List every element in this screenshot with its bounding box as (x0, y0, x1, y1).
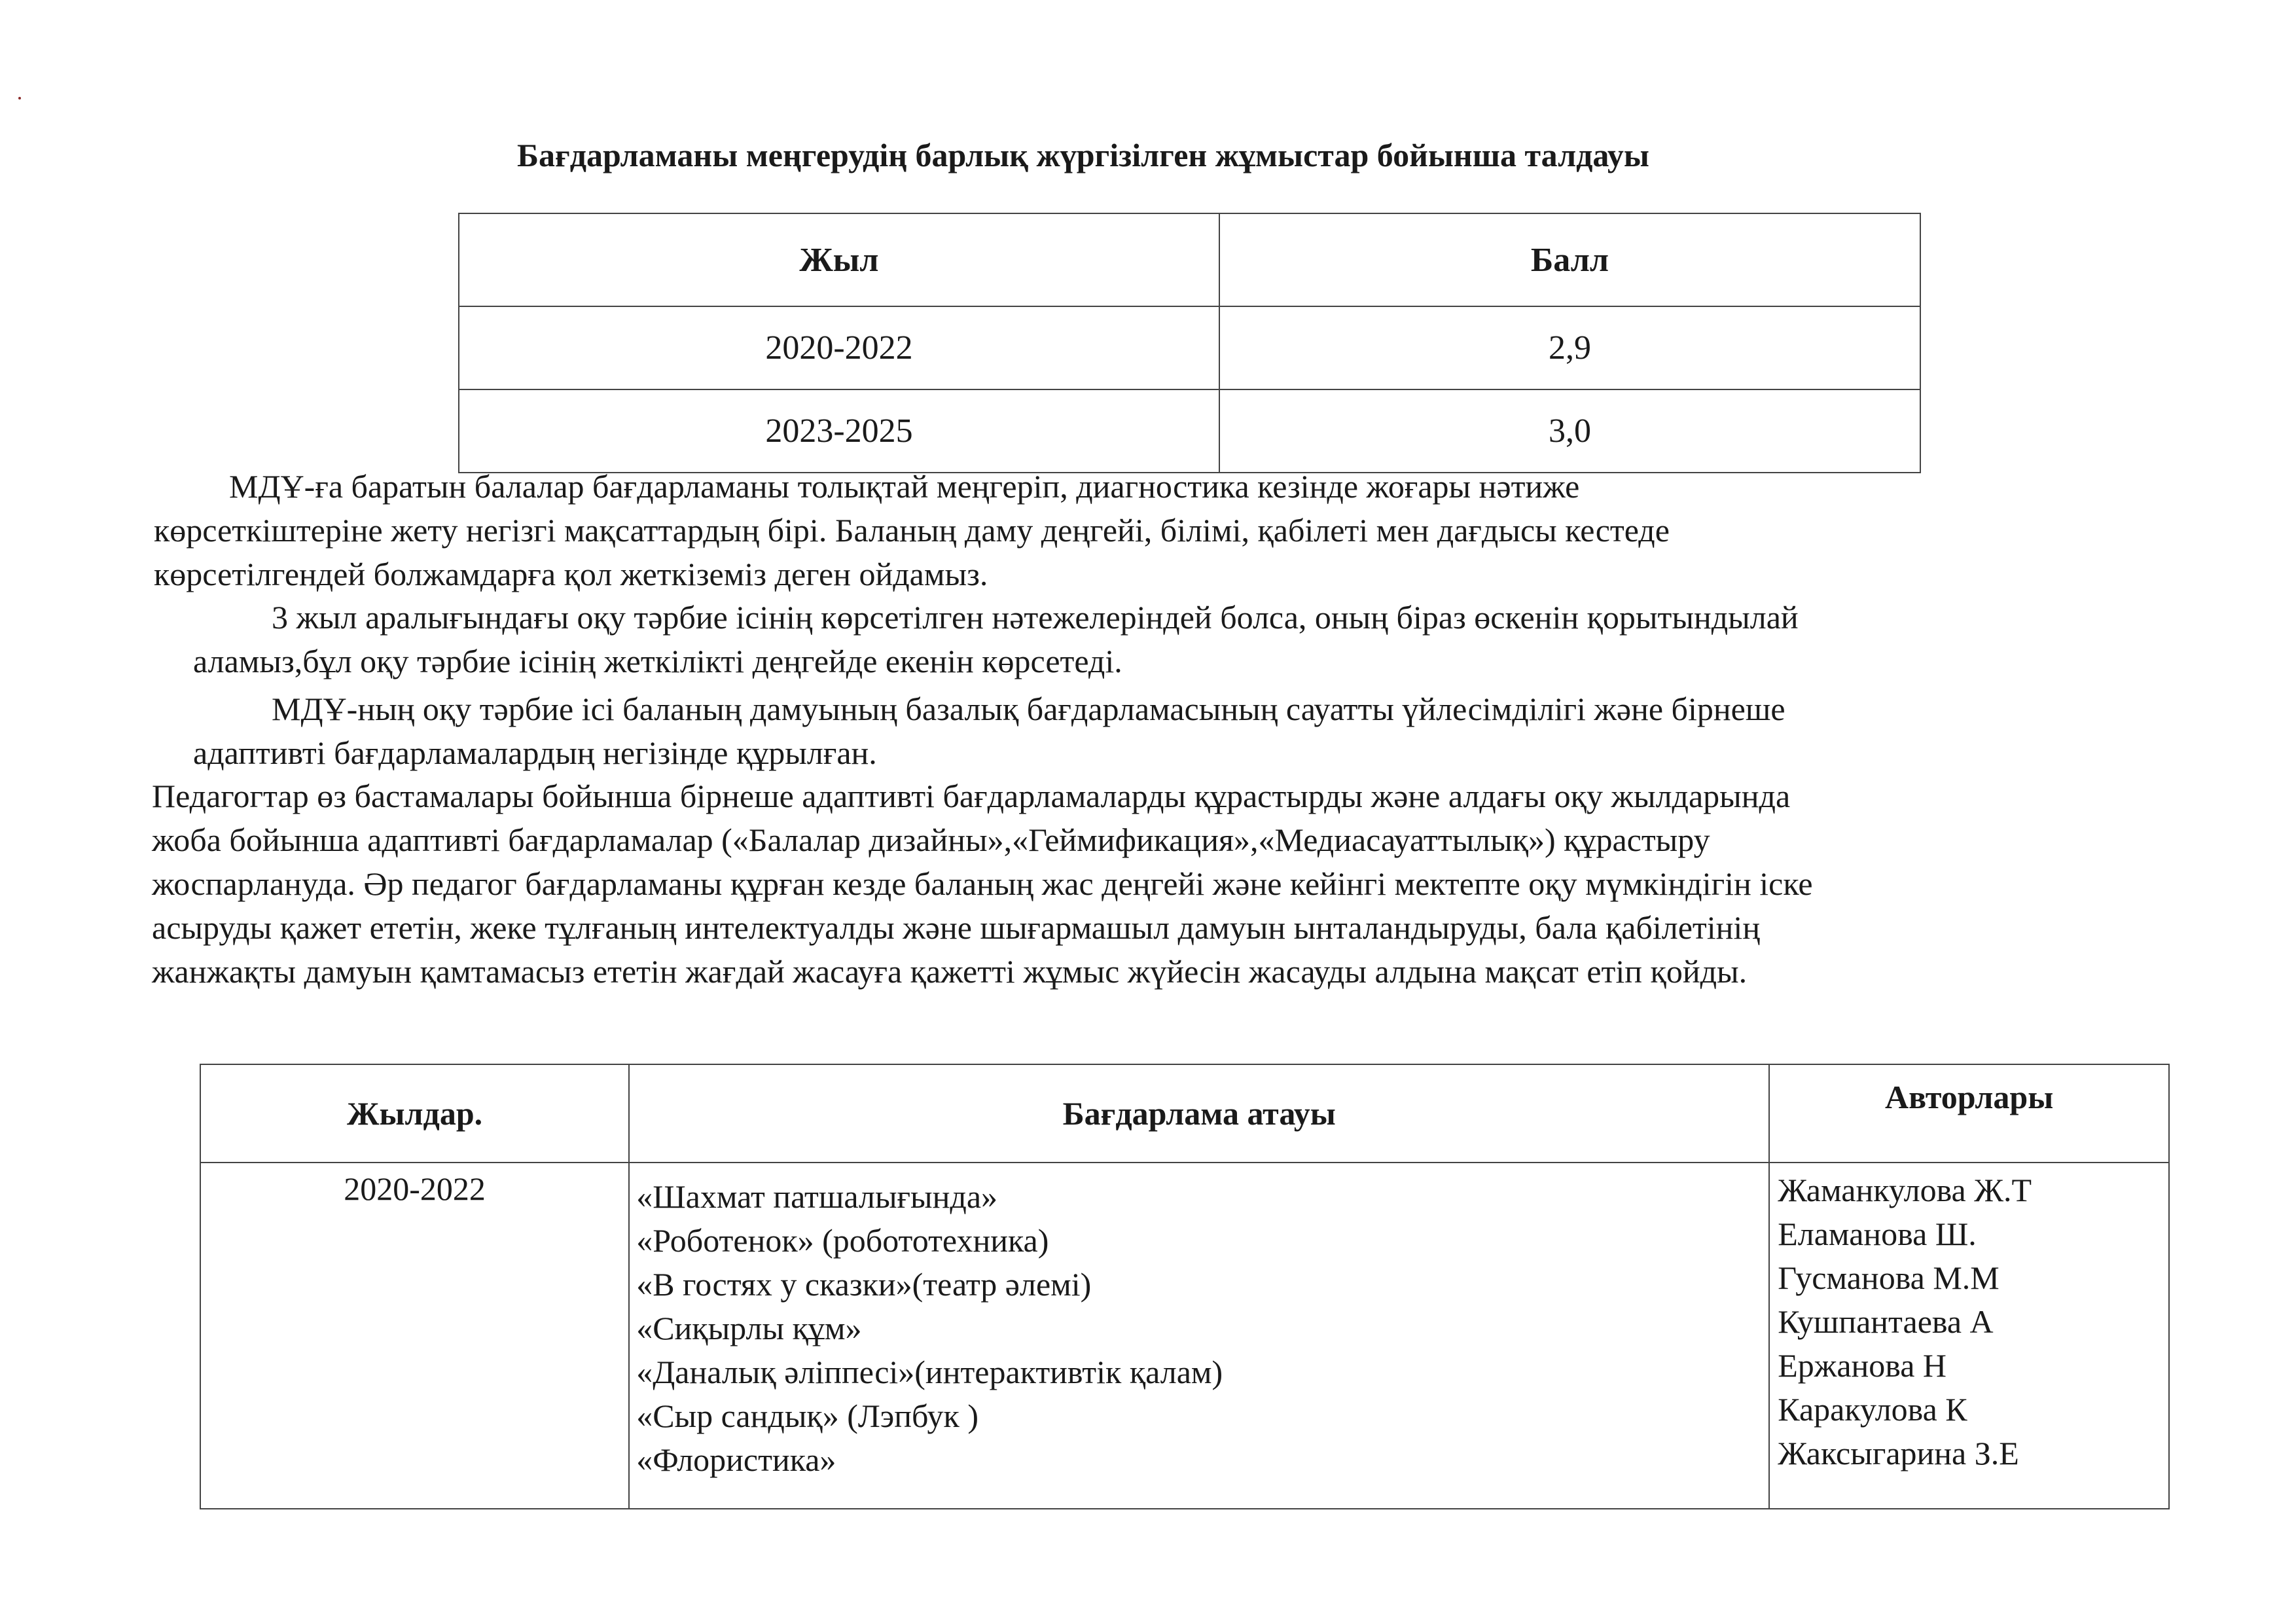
table-row (459, 389, 1920, 473)
score-table (458, 213, 1921, 473)
list-item: Жаксыгарина З.Е (1778, 1435, 2019, 1471)
list-item: Ержанова Н (1778, 1347, 1947, 1384)
paragraph-line: жоба бойынша адаптивті бағдарламалар («Балалар дизайны»,«Геймификация»,«Медиасауаттылық») құрастыру (152, 821, 1710, 858)
paragraph-line: адаптивті бағдарламалардың негізінде құрылған. (193, 734, 877, 771)
list-item: Жаманкулова Ж.Т (1778, 1172, 2032, 1208)
scan-speck (18, 97, 21, 99)
author-list (1770, 1163, 2168, 1475)
list-item: Кушпантаева А (1778, 1303, 1994, 1340)
paragraph-line: жоспарлануда. Әр педагог бағдарламаны құрған кезде баланың жас деңгейі және кейінгі мектепте оқу мүмкіндігін іске (152, 865, 1813, 902)
score-value-cell: 3,0 (1219, 389, 1920, 473)
table-row (459, 306, 1920, 389)
list-item: «Роботенок» (робототехника) (636, 1222, 1049, 1259)
list-item: Гусманова М.М (1778, 1259, 2000, 1296)
list-item: «Сыр сандық» (Лэпбук ) (636, 1398, 978, 1434)
program-header-years: Жылдар. (200, 1064, 629, 1163)
paragraph-line: Педагогтар өз бастамалары бойынша бірнеше адаптивті бағдарламаларды құрастырды және алдағы оқу жылдарында (152, 778, 1791, 814)
program-header-name: Бағдарлама атауы (629, 1064, 1769, 1163)
list-item: Каракулова К (1778, 1391, 1967, 1428)
paragraph-line: көрсеткіштеріне жету негізгі мақсаттардың бірі. Баланың даму деңгейі, білімі, қабілеті мен дағдысы кестеде (154, 512, 1670, 549)
paragraph-line: асыруды қажет ететін, жеке тұлғаның интелектуалды және шығармашыл дамуын ынталандыруды, бала қабілетінің (152, 909, 1761, 946)
score-header-year: Жыл (459, 213, 1219, 306)
paragraph-line: аламыз,бұл оқу тәрбие ісінің жеткілікті деңгейде екенін көрсетеді. (193, 643, 1122, 679)
program-list (630, 1163, 1768, 1508)
program-header-authors: Авторлары (1769, 1064, 2169, 1163)
score-year-cell: 2020-2022 (459, 306, 1219, 389)
table-row (200, 1163, 2169, 1509)
paragraph-line: жанжақты дамуын қамтамасыз ететін жағдай жасауға қажетті жұмыс жүйесін жасауды алдына мақсат етіп қойды. (152, 953, 1748, 990)
program-table-header-row (200, 1064, 2169, 1163)
program-year-cell: 2020-2022 (200, 1163, 629, 1509)
program-names-cell (629, 1163, 1769, 1509)
score-value-cell: 2,9 (1219, 306, 1920, 389)
document-title: Бағдарламаны меңгерудің барлық жүргізілген жұмыстар бойынша талдауы (517, 137, 1649, 173)
paragraph-line: МДҰ-ның оқу тәрбие ісі баланың дамуының базалық бағдарламасының сауатты үйлесімділігі және бірнеше (272, 691, 1785, 727)
paragraph-line: МДҰ-ға баратын балалар бағдарламаны толықтай меңгеріп, диагностика кезінде жоғары нәтиже (229, 468, 1580, 505)
paragraph-3 (154, 687, 1785, 775)
list-item: «Шахмат патшалығында» (636, 1178, 998, 1215)
paragraph-line: көрсетілгендей болжамдарға қол жеткіземіз деген ойдамыз. (154, 556, 988, 592)
list-item: «В гостях у сказки»(театр әлемі) (636, 1266, 1092, 1303)
list-item: «Сиқырлы құм» (636, 1310, 862, 1346)
paragraph-line: 3 жыл аралығындағы оқу тәрбие ісінің көрсетілген нәтежелеріндей болса, оның біраз өскенін қорытындылай (272, 599, 1799, 636)
score-table-header-row (459, 213, 1920, 306)
paragraph-2 (154, 596, 1799, 683)
program-table (200, 1064, 2170, 1509)
program-authors-cell (1769, 1163, 2169, 1509)
paragraph-4 (152, 774, 1813, 994)
score-header-score: Балл (1219, 213, 1920, 306)
list-item: «Флористика» (636, 1441, 836, 1478)
paragraph-1 (154, 465, 1670, 596)
list-item: Еламанова Ш. (1778, 1216, 1977, 1252)
list-item: «Даналық әліппесі»(интерактивтік қалам) (636, 1354, 1223, 1390)
score-year-cell: 2023-2025 (459, 389, 1219, 473)
